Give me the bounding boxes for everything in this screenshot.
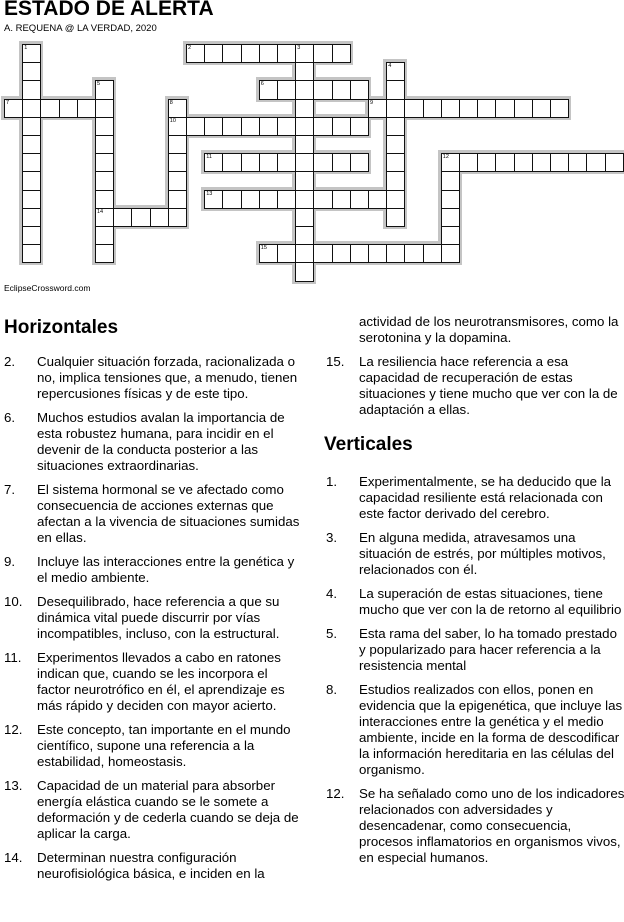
crossword-cell[interactable]	[22, 80, 41, 99]
crossword-cell[interactable]	[459, 153, 478, 172]
crossword-cell[interactable]	[59, 99, 78, 118]
down-clue	[326, 786, 624, 866]
crossword-cell[interactable]	[350, 80, 369, 99]
clue-text: La superación de estas situaciones, tiene mucho que ver con la de retorno al equilibrio	[359, 586, 622, 617]
crossword-cell[interactable]	[313, 117, 332, 136]
crossword-cell[interactable]	[441, 190, 460, 209]
crossword-cell[interactable]	[95, 244, 114, 263]
crossword-cell[interactable]	[295, 153, 314, 172]
crossword-cell[interactable]	[386, 99, 405, 118]
crossword-cell[interactable]	[22, 99, 41, 118]
crossword-cell[interactable]	[404, 244, 423, 263]
clue-number: 6	[260, 81, 264, 88]
crossword-cell[interactable]	[550, 153, 569, 172]
clue-number: 12.	[326, 786, 345, 801]
clue-number: 5	[97, 81, 101, 88]
crossword-cell[interactable]	[4, 99, 23, 118]
crossword-cell[interactable]	[22, 62, 41, 81]
across-clue-list	[4, 354, 304, 890]
clue-number: 1	[24, 45, 28, 51]
crossword-cell[interactable]	[441, 153, 460, 172]
crossword-cell[interactable]	[95, 226, 114, 245]
clue-text: actividad de los neurotransmisores, como la serotonina y la dopamina.	[359, 314, 619, 345]
crossword-cell[interactable]	[477, 99, 496, 118]
clue-number: 4.	[326, 586, 338, 601]
down-clue-list	[326, 474, 624, 874]
crossword-cell[interactable]	[295, 44, 314, 63]
crossword-cell[interactable]	[423, 99, 442, 118]
crossword-cell[interactable]	[313, 190, 332, 209]
crossword-cell[interactable]	[386, 80, 405, 99]
crossword-cell[interactable]	[295, 171, 314, 190]
down-clue	[326, 474, 624, 522]
crossword-cell[interactable]	[295, 208, 314, 227]
clue-number: 2.	[4, 354, 16, 369]
crossword-cell[interactable]	[532, 99, 551, 118]
crossword-cell[interactable]	[550, 99, 569, 118]
puzzle-subtitle: A. REQUENA @ LA VERDAD, 2020	[4, 23, 157, 34]
crossword-cell[interactable]	[22, 117, 41, 136]
crossword-cell[interactable]	[332, 117, 351, 136]
across-clue	[4, 850, 304, 882]
crossword-cell[interactable]	[259, 80, 278, 99]
crossword-cell[interactable]	[332, 80, 351, 99]
crossword-cell[interactable]	[295, 80, 314, 99]
clue-number: 12	[442, 154, 449, 161]
clue-number: 14.	[4, 850, 23, 865]
crossword-cell[interactable]	[295, 99, 314, 118]
clue-number: 1.	[326, 474, 338, 489]
crossword-cell[interactable]	[295, 135, 314, 154]
clue-number: 5.	[326, 626, 338, 641]
crossword-cell[interactable]	[441, 171, 460, 190]
crossword-cell[interactable]	[168, 171, 187, 190]
crossword-cell[interactable]	[22, 135, 41, 154]
clue-text: Experimentos llevados a cabo en ratones indican que, cuando se les incorpora el factor neurotrófico en él, el aprendizaje es más rápido y deciden con mayor acierto.	[37, 650, 285, 713]
crossword-cell[interactable]	[386, 208, 405, 227]
clue-number: 15	[260, 245, 267, 252]
crossword-cell[interactable]	[241, 117, 260, 136]
crossword-cell[interactable]	[22, 153, 41, 172]
clue-number: 10	[169, 117, 176, 124]
crossword-cell[interactable]	[222, 44, 241, 63]
footer-credit: EclipseCrossword.com	[4, 283, 91, 293]
crossword-cell[interactable]	[168, 99, 187, 118]
clue-number: 13.	[4, 778, 23, 793]
crossword-cell[interactable]	[40, 99, 59, 118]
crossword-cell[interactable]	[386, 135, 405, 154]
crossword-cell[interactable]	[350, 117, 369, 136]
crossword-cell[interactable]	[441, 99, 460, 118]
clue-number: 7.	[4, 482, 16, 497]
crossword-cell[interactable]	[295, 190, 314, 209]
clue-text: En alguna medida, atravesamos una situación de estrés, por múltiples motivos, relacionados con él.	[359, 530, 606, 577]
crossword-cell[interactable]	[277, 244, 296, 263]
crossword-cell[interactable]	[386, 62, 405, 81]
clue-number: 14	[97, 208, 104, 215]
crossword-cell[interactable]	[241, 153, 260, 172]
crossword-cell[interactable]	[259, 117, 278, 136]
crossword-cell[interactable]	[605, 153, 624, 172]
clue-text: La resiliencia hace referencia a esa capacidad de recuperación de estas situaciones y tiene mucho que ver con la de adaptación a ellas.	[359, 354, 618, 417]
crossword-cell[interactable]	[459, 99, 478, 118]
crossword-cell[interactable]	[22, 44, 41, 63]
crossword-cell[interactable]	[277, 153, 296, 172]
clue-number: 7	[6, 99, 10, 106]
crossword-cell[interactable]	[186, 117, 205, 136]
crossword-cell[interactable]	[386, 171, 405, 190]
crossword-cell[interactable]	[204, 153, 223, 172]
crossword-cell[interactable]	[204, 44, 223, 63]
across-clue	[4, 722, 304, 770]
crossword-cell[interactable]	[277, 117, 296, 136]
clue-text: Muchos estudios avalan la importancia de esta robustez humana, para incidir en el devenir de la conducta posterior a las situaciones extraordinarias.	[37, 410, 285, 473]
crossword-cell[interactable]	[131, 208, 150, 227]
crossword-cell[interactable]	[22, 208, 41, 227]
crossword-cell[interactable]	[259, 44, 278, 63]
crossword-cell[interactable]	[168, 208, 187, 227]
crossword-cell[interactable]	[332, 44, 351, 63]
clue-text: Determinan nuestra configuración neurofisiológica básica, e inciden en la	[37, 850, 265, 881]
crossword-cell[interactable]	[241, 44, 260, 63]
clue-number: 11.	[4, 650, 22, 665]
crossword-cell[interactable]	[495, 153, 514, 172]
crossword-cell[interactable]	[386, 153, 405, 172]
crossword-grid	[0, 0, 624, 290]
crossword-cell[interactable]	[168, 117, 187, 136]
crossword-cell[interactable]	[22, 226, 41, 245]
crossword-cell[interactable]	[186, 44, 205, 63]
crossword-cell[interactable]	[259, 153, 278, 172]
crossword-cell[interactable]	[350, 153, 369, 172]
crossword-cell[interactable]	[259, 244, 278, 263]
crossword-cell[interactable]	[295, 262, 314, 281]
crossword-cell[interactable]	[313, 44, 332, 63]
crossword-cell[interactable]	[514, 99, 533, 118]
crossword-cell[interactable]	[532, 153, 551, 172]
clue-number: 8.	[326, 682, 338, 697]
across-clue-list-continued	[326, 314, 624, 426]
crossword-cell[interactable]	[113, 208, 132, 227]
crossword-cell[interactable]	[368, 190, 387, 209]
clue-text: Se ha señalado como uno de los indicadores relacionados con adversidades y desencadenar, como consecuencia, procesos inflamatorios en organismos vivos, en especial humanos.	[359, 786, 624, 865]
crossword-cell[interactable]	[568, 153, 587, 172]
clue-number: 15.	[326, 354, 345, 369]
down-clue	[326, 586, 624, 618]
crossword-cell[interactable]	[95, 171, 114, 190]
clue-text: El sistema hormonal se ve afectado como consecuencia de acciones externas que afectan a la vivencia de situaciones sumidas en ellas.	[37, 482, 300, 545]
crossword-cell[interactable]	[295, 226, 314, 245]
across-clue	[4, 482, 304, 546]
crossword-cell[interactable]	[295, 117, 314, 136]
clue-number: 13	[206, 190, 213, 197]
crossword-cell[interactable]	[586, 153, 605, 172]
crossword-cell[interactable]	[95, 99, 114, 118]
crossword-cell[interactable]	[95, 190, 114, 209]
across-clue	[326, 354, 624, 418]
crossword-cell[interactable]	[168, 153, 187, 172]
crossword-cell[interactable]	[168, 135, 187, 154]
crossword-cell[interactable]	[95, 135, 114, 154]
crossword-cell[interactable]	[277, 44, 296, 63]
crossword-cell[interactable]	[386, 190, 405, 209]
crossword-cell[interactable]	[22, 171, 41, 190]
crossword-cell[interactable]	[495, 99, 514, 118]
crossword-cell[interactable]	[204, 117, 223, 136]
clue-text: Este concepto, tan importante en el mundo científico, supone una referencia a la estabilidad, homeostasis.	[37, 722, 291, 769]
across-heading: Horizontales	[4, 317, 119, 338]
across-clue	[4, 650, 304, 714]
across-clue	[4, 778, 304, 842]
crossword-cell[interactable]	[95, 208, 114, 227]
clue-number: 11	[206, 154, 212, 161]
clue-number: 12.	[4, 722, 23, 737]
crossword-cell[interactable]	[241, 190, 260, 209]
crossword-cell[interactable]	[277, 80, 296, 99]
across-clue	[4, 554, 304, 586]
clue-number: 2	[188, 45, 192, 51]
across-clue-continued	[326, 314, 624, 346]
crossword-cell[interactable]	[441, 244, 460, 263]
crossword-cell[interactable]	[368, 244, 387, 263]
clue-number: 10.	[4, 594, 23, 609]
clue-text: Esta rama del saber, lo ha tomado prestado y popularizado para hacer referencia a la resistencia mental	[359, 626, 617, 673]
down-clue	[326, 626, 624, 674]
clue-number: 9.	[4, 554, 16, 569]
crossword-cell[interactable]	[514, 153, 533, 172]
crossword-cell[interactable]	[332, 153, 351, 172]
clue-number: 4	[388, 63, 392, 70]
crossword-cell[interactable]	[350, 190, 369, 209]
crossword-cell[interactable]	[313, 153, 332, 172]
crossword-cell[interactable]	[222, 117, 241, 136]
crossword-cell[interactable]	[368, 99, 387, 118]
down-heading: Verticales	[324, 434, 413, 455]
across-clue	[4, 594, 304, 642]
crossword-cell[interactable]	[222, 190, 241, 209]
crossword-cell[interactable]	[22, 190, 41, 209]
crossword-cell[interactable]	[386, 117, 405, 136]
crossword-cell[interactable]	[386, 244, 405, 263]
crossword-cell[interactable]	[350, 244, 369, 263]
crossword-cell[interactable]	[423, 244, 442, 263]
clue-text: Estudios realizados con ellos, ponen en evidencia que la epigenética, que incluye las interacciones entre la genética y el medio ambiente, incide en la forma de descodificar la información hereditaria en las células del organismo.	[359, 682, 623, 777]
clue-number: 8	[169, 99, 173, 106]
clue-number: 6.	[4, 410, 16, 425]
crossword-cell[interactable]	[95, 117, 114, 136]
crossword-cell[interactable]	[441, 208, 460, 227]
crossword-cell[interactable]	[77, 99, 96, 118]
puzzle-title: ESTADO DE ALERTA	[4, 0, 214, 20]
crossword-cell[interactable]	[441, 226, 460, 245]
clue-text: Capacidad de un material para absorber energía elástica cuando se le somete a deformación y de cederla cuando se deja de aplicar la carga.	[37, 778, 299, 841]
clue-text: Desequilibrado, hace referencia a que su dinámica vital puede discurrir por vías incompatibles, incluso, con la estructural.	[37, 594, 280, 641]
crossword-cell[interactable]	[150, 208, 169, 227]
crossword-cell[interactable]	[222, 153, 241, 172]
crossword-cell[interactable]	[95, 153, 114, 172]
crossword-cell[interactable]	[313, 80, 332, 99]
crossword-cell[interactable]	[259, 190, 278, 209]
down-clue	[326, 530, 624, 578]
clue-text: Experimentalmente, se ha deducido que la capacidad resiliente está relacionada con este factor derivado del cerebro.	[359, 474, 612, 521]
crossword-cell[interactable]	[22, 244, 41, 263]
crossword-cell[interactable]	[404, 99, 423, 118]
clue-text: Incluye las interacciones entre la genética y el medio ambiente.	[37, 554, 295, 585]
crossword-cell[interactable]	[332, 190, 351, 209]
crossword-cell[interactable]	[277, 190, 296, 209]
clue-number: 9	[370, 99, 374, 106]
crossword-cell[interactable]	[168, 190, 187, 209]
crossword-cell[interactable]	[295, 244, 314, 263]
clue-number: 3.	[326, 530, 338, 545]
crossword-cell[interactable]	[95, 80, 114, 99]
across-clue	[4, 410, 304, 474]
down-clue	[326, 682, 624, 778]
across-clue	[4, 354, 304, 402]
crossword-cell[interactable]	[313, 244, 332, 263]
clue-number: 3	[297, 45, 301, 51]
crossword-cell[interactable]	[295, 62, 314, 81]
crossword-cell[interactable]	[332, 244, 351, 263]
crossword-cell[interactable]	[204, 190, 223, 209]
crossword-cell[interactable]	[477, 153, 496, 172]
clue-text: Cualquier situación forzada, racionalizada o no, implica tensiones que, a menudo, tienen repercusiones físicas y de este tipo.	[37, 354, 298, 401]
